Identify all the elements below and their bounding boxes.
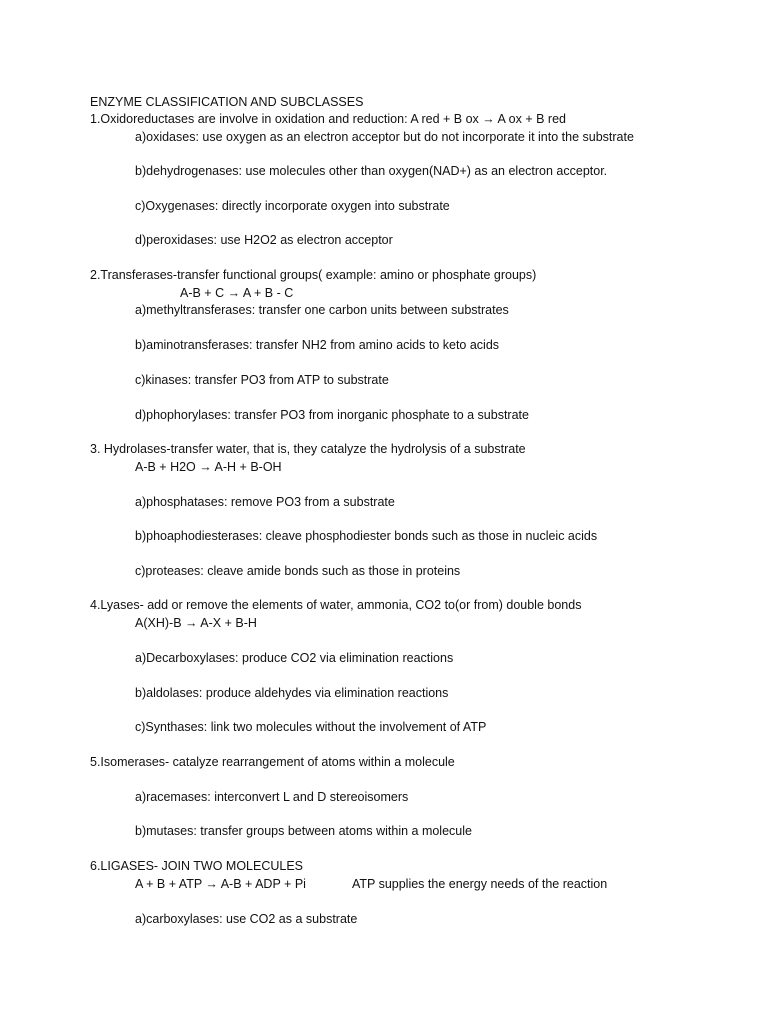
subclass-kinases: c)kinases: transfer PO3 from ATP to substrate (135, 373, 389, 387)
subclass-aldolases: b)aldolases: produce aldehydes via elimination reactions (135, 686, 449, 700)
subclass-dehydrogenases: b)dehydrogenases: use molecules other than oxygen(NAD+) as an electron acceptor. (135, 164, 608, 178)
equation-lyases: A(XH)-B → A-X + B-H (135, 616, 257, 630)
section-heading-ligases: 6.LIGASES- JOIN TWO MOLECULES (90, 859, 304, 873)
subclass-decarboxylases: a)Decarboxylases: produce CO2 via elimination reactions (135, 651, 454, 665)
equation-ligases-note: ATP supplies the energy needs of the reaction (351, 877, 608, 891)
subclass-methyltransferases: a)methyltransferases: transfer one carbon units between substrates (135, 303, 509, 317)
equation-hydrolases: A-B + H2O → A-H + B-OH (135, 460, 282, 474)
section-heading-oxidoreductases: 1.Oxidoreductases are involve in oxidation and reduction: A red + B ox → A ox + B red (90, 112, 566, 126)
equation-transferases: A-B + C → A + B - C (180, 286, 294, 300)
equation-ligases-row (135, 876, 607, 892)
section-heading-transferases: 2.Transferases-transfer functional groups( example: amino or phosphate groups) (90, 268, 537, 282)
page-title: ENZYME CLASSIFICATION AND SUBCLASSES (90, 95, 364, 109)
subclass-carboxylases: a)carboxylases: use CO2 as a substrate (135, 912, 358, 926)
equation-ligases: A + B + ATP → A-B + ADP + Pi (135, 877, 306, 891)
subclass-mutases: b)mutases: transfer groups between atoms within a molecule (135, 824, 472, 838)
subclass-synthases: c)Synthases: link two molecules without the involvement of ATP (135, 720, 487, 734)
section-heading-isomerases: 5.Isomerases- catalyze rearrangement of atoms within a molecule (90, 755, 455, 769)
section-heading-lyases: 4.Lyases- add or remove the elements of water, ammonia, CO2 to(or from) double bonds (90, 598, 582, 612)
subclass-phophorylases: d)phophorylases: transfer PO3 from inorganic phosphate to a substrate (135, 408, 529, 422)
section-heading-hydrolases: 3. Hydrolases-transfer water, that is, they catalyze the hydrolysis of a substrate (90, 442, 526, 456)
subclass-oxidases: a)oxidases: use oxygen as an electron acceptor but do not incorporate it into the substrate (135, 130, 634, 144)
subclass-aminotransferases: b)aminotransferases: transfer NH2 from amino acids to keto acids (135, 338, 500, 352)
subclass-racemases: a)racemases: interconvert L and D stereoisomers (135, 790, 409, 804)
subclass-oxygenases: c)Oxygenases: directly incorporate oxygen into substrate (135, 199, 450, 213)
subclass-peroxidases: d)peroxidases: use H2O2 as electron acceptor (135, 233, 393, 247)
subclass-phosphodiesterases: b)phoaphodiesterases: cleave phosphodiester bonds such as those in nucleic acids (135, 529, 598, 543)
subclass-proteases: c)proteases: cleave amide bonds such as those in proteins (135, 564, 461, 578)
subclass-phosphatases: a)phosphatases: remove PO3 from a substrate (135, 495, 395, 509)
